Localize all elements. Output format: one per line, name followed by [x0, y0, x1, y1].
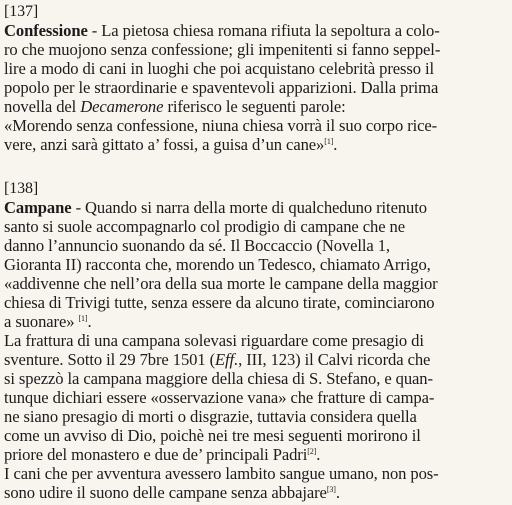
entry-number: [138] [4, 180, 39, 197]
text-line: I cani che per avventura avessero lambito sangue umano, non pos- [4, 464, 439, 483]
text-line: priore del monastero e due de’ principali Padri[2]. [4, 445, 321, 464]
text-line: si spezzò la campana maggiore della chiesa di S. Stefano, e quan- [4, 369, 433, 388]
text-line: lire a modo di cani in luoghi che poi acquistano celebrità presso il [4, 59, 435, 78]
footnote-ref: [3] [326, 485, 336, 494]
text-line: santo si suole accompagnarlo col prodigio di campane che ne [4, 217, 405, 236]
text-line: danno l’annuncio suonando da sé. Il Boccaccio (Novella 1, [4, 236, 390, 255]
text-line: vere, anzi sarà gittato a’ fossi, a guisa d’un cane»[1]. [4, 135, 338, 154]
text-line: chiesa di Trivigi tutte, senza essere da alcuno tirate, cominciarono [4, 293, 435, 312]
footnote-ref: [1] [78, 314, 88, 323]
text-line: La frattura di una campana solevasi riguardare come presagio di [4, 331, 424, 350]
text-line: a suonare» [1]. [4, 312, 92, 331]
footnote-ref: [1] [324, 137, 334, 146]
source-abbrev: Eff. [215, 350, 239, 369]
text-line: Gioranta II) racconta che, morendo un Tedesco, chiamato Arrigo, [4, 255, 431, 274]
entry-number: [137] [4, 3, 39, 20]
entry-term: Campane [4, 198, 72, 217]
text-line: ne siano presagio di morti o disgrazie, tuttavia considera quella [4, 407, 417, 426]
text-line: sventure. Sotto il 29 7bre 1501 (Eff., III, 123) il Calvi ricorda che [4, 350, 431, 369]
entry-term: Confessione [4, 21, 88, 40]
text-line: «Morendo senza confessione, niuna chiesa vorrà il suo corpo rice- [4, 116, 438, 135]
text-line: Confessione - La pietosa chiesa romana rifiuta la sepoltura a colo- [4, 21, 440, 40]
text-line: popolo per le straordinarie e spaventevoli apparizioni. Dalla prima [4, 78, 439, 97]
text-line: novella del Decamerone riferisco le seguenti parole: [4, 97, 346, 116]
footnote-ref: [2] [307, 447, 317, 456]
text-line: «addivenne che nell’ora della sua morte le campane della maggior [4, 274, 438, 293]
text-line: tunque dichiari essere «osservazione vana» che fratture di campa- [4, 388, 435, 407]
text-line: sono udire il suono delle campane senza abbajare[3]. [4, 483, 340, 502]
text-line: come un avviso di Dio, poichè nei tre mesi seguenti morirono il [4, 426, 421, 445]
text-line: Campane - Quando si narra della morte di qualcheduno ritenuto [4, 198, 427, 217]
text-line: ro che muojono senza confessione; gli impenitenti si fanno seppel- [4, 40, 441, 59]
book-title: Decamerone [80, 97, 164, 116]
